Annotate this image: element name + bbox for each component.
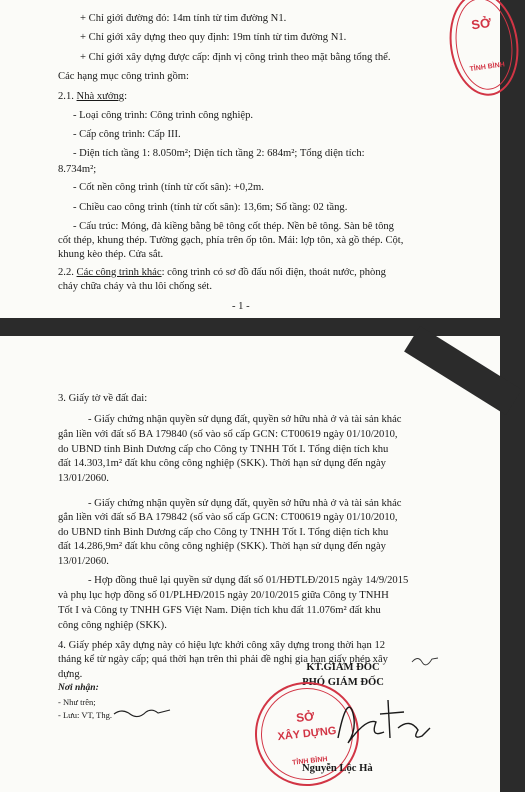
- text-line: cốt thép, khung thép. Tường gạch, phía trên ốp tôn. Mái: lợp tôn, xà gồ thép. Cột,: [58, 235, 404, 246]
- text-line: - Diện tích tầng 1: 8.050m²; Diện tích tầng 2: 684m²; Tổng diện tích:: [73, 148, 365, 159]
- recipient-item: - Như trên;: [58, 697, 96, 707]
- text-line: Các hạng mục công trình gồm:: [58, 71, 189, 82]
- page-number: - 1 -: [232, 301, 250, 312]
- text-line: cháy chữa cháy và thu lôi chống sét.: [58, 281, 213, 292]
- official-stamp: SỞ XÂY DỰNG TỈNH BÌNH: [250, 677, 364, 791]
- recipients-title: Nơi nhận:: [58, 683, 99, 693]
- text-line: và phụ lục hợp đồng số 01/PLHĐ/2015 ngày 20/10/2015 giữa Công ty TNHH: [58, 590, 389, 601]
- signer-name: Nguyễn Lộc Hà: [302, 763, 373, 774]
- text-line: do UBND tỉnh Bình Dương cấp cho Công ty TNHH Tốt I. Tổng diện tích khu: [58, 527, 389, 538]
- text-line: công công nghiệp (SKK).: [58, 620, 167, 631]
- text-line: - Loại công trình: Công trình công nghiệp.: [73, 110, 254, 121]
- text-line: - Giấy chứng nhận quyền sử dụng đất, quyền sở hữu nhà ở và tài sản khác: [88, 498, 402, 509]
- handwritten-signature: [318, 688, 438, 758]
- section-heading: 2.2. Các công trình khác: công trình có sơ đồ đấu nối điện, thoát nước, phòng: [58, 267, 386, 278]
- scan-shadow: [404, 326, 522, 415]
- text-line: - Cấp công trình: Cấp III.: [73, 129, 181, 140]
- document-page-2: [0, 336, 500, 792]
- text-line: - Giấy chứng nhận quyền sử dụng đất, quyền sở hữu nhà ở và tài sản khác: [88, 414, 402, 425]
- text-line: khung kèo thép. Cửa sắt.: [58, 249, 164, 260]
- text-line: gắn liền với đất số BA 179842 (số vào sổ cấp GCN: CT00619 ngày 01/10/2010,: [58, 512, 398, 523]
- text-line: đất 14.303,1m² đất khu công công nghiệp (SKK). Thời hạn sử dụng đến ngày: [58, 458, 386, 469]
- text-line: gắn liền với đất số BA 179840 (số vào sổ cấp GCN: CT00619 ngày 01/10/2010,: [58, 429, 398, 440]
- text-line: - Hợp đồng thuê lại quyền sử dụng đất số 01/HĐTLĐ/2015 ngày 14/9/2015: [88, 575, 409, 586]
- text-line: tháng kể từ ngày cấp; quá thời hạn trên thì phải đề nghị gia hạn giấy phép xây: [58, 654, 388, 665]
- page-separator: [0, 318, 511, 336]
- text-line: 8.734m²;: [58, 164, 97, 175]
- text-line: - Cấu trúc: Móng, đà kiềng bằng bê tông cốt thép. Nền bê tông. Sàn bê tông: [73, 221, 394, 232]
- text-line: 4. Giấy phép xây dựng này có hiệu lực khởi công xây dựng trong thời hạn 12: [58, 640, 386, 651]
- text-line: + Chỉ giới xây dựng được cấp: định vị công trình theo mặt bằng tổng thể.: [80, 52, 391, 63]
- text-line: - Chiều cao công trình (tính từ cốt sân): 13,6m; Số tầng: 02 tầng.: [73, 202, 348, 213]
- signer-title-1: KT.GIÁM ĐỐC: [306, 662, 380, 673]
- text-line: 13/01/2060.: [58, 556, 109, 567]
- section-heading: 2.1. Nhà xưởng:: [58, 91, 128, 102]
- initials-signature: [112, 704, 172, 720]
- text-line: 3. Giấy tờ về đất đai:: [58, 393, 148, 404]
- text-line: 13/01/2060.: [58, 473, 109, 484]
- text-line: đất 14.286,9m² đất khu công công nghiệp (SKK). Thời hạn sử dụng đến ngày: [58, 541, 386, 552]
- text-line: + Chỉ giới xây dựng theo quy định: 19m tính từ tim đường N1.: [80, 32, 347, 43]
- official-stamp: SỞ TỈNH BÌNH: [443, 0, 525, 100]
- text-line: - Cốt nền công trình (tính từ cốt sân): +0,2m.: [73, 182, 264, 193]
- text-line: + Chỉ giới đường đỏ: 14m tính từ tim đường N1.: [80, 13, 287, 24]
- recipient-item: - Lưu: VT, Thg.: [58, 710, 112, 720]
- small-signature-mark: [410, 653, 440, 667]
- text-line: Tốt I và Công ty TNHH GFS Việt Nam. Diện tích khu đất 11.076m² đất khu: [58, 605, 381, 616]
- signer-title-2: PHÓ GIÁM ĐỐC: [302, 677, 384, 688]
- document-page-1: [0, 0, 506, 318]
- text-line: dựng.: [58, 669, 83, 680]
- text-line: do UBND tỉnh Bình Dương cấp cho Công ty TNHH Tốt I. Tổng diện tích khu: [58, 444, 389, 455]
